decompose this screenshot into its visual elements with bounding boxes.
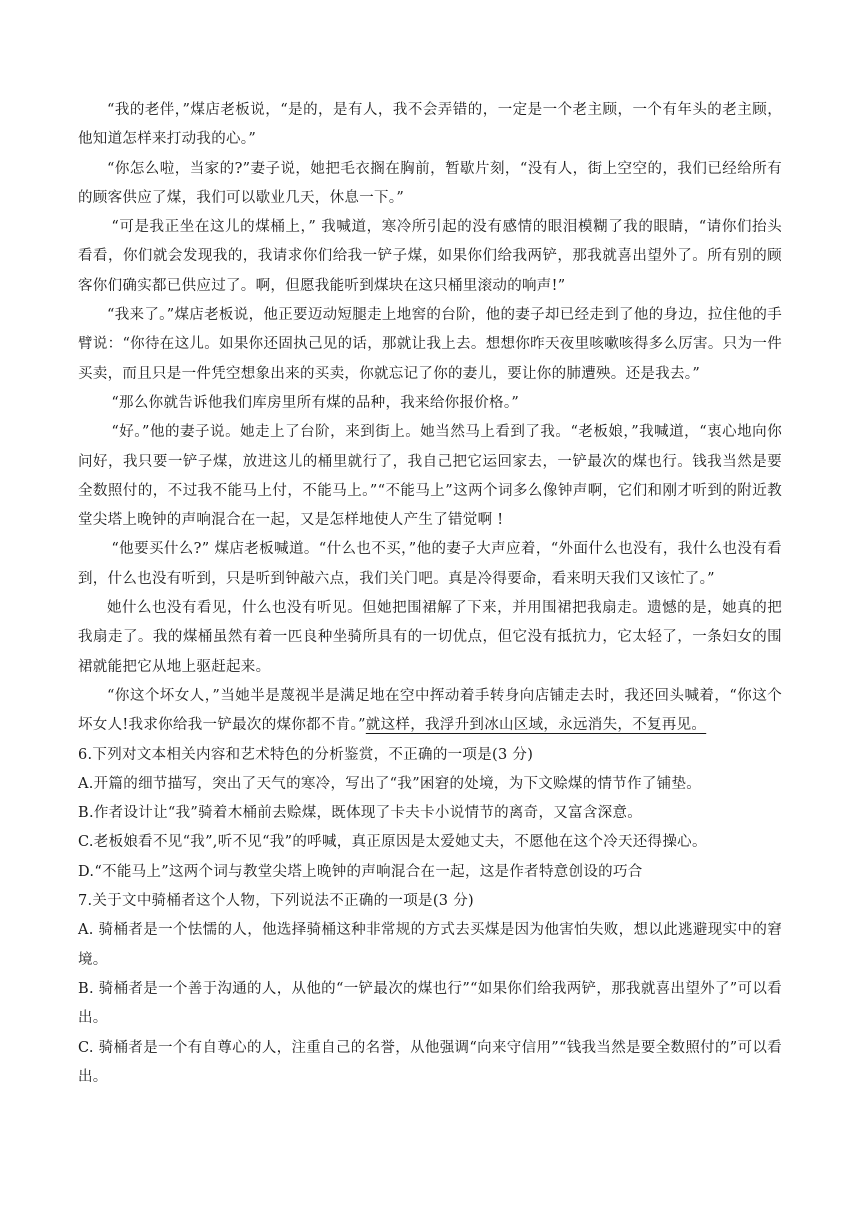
passage-paragraph-1: “我的老伴，”煤店老板说，“是的，是有人，我不会弄错的，一定是一个老主顾，一个有年头的老主顾，他知道怎样来打动我的心。” <box>78 102 782 148</box>
question-6-option-d: D.“不能马上”这两个词与教堂尖塔上晚钟的声响混合在一起，这是作者特意创设的巧合 <box>78 863 643 880</box>
passage-paragraph-9 <box>78 682 782 741</box>
question-6-option-c: C.老板娘看不见“我”,听不见“我”的呼喊，真正原因是太爱她丈夫，不愿他在这个冷天还得操心。 <box>78 834 707 851</box>
question-7-option-c: C. 骑桶者是一个有自尊心的人，注重自己的名誉，从他强调“向来守信用”“钱我当然是要全数照付的”可以看出。 <box>78 1039 782 1085</box>
passage-paragraph-2: “你怎么啦，当家的?”妻子说，她把毛衣搁在胸前，暂歇片刻，“没有人，街上空空的，我们已经给所有的顾客供应了煤，我们可以歇业几天，休息一下。” <box>78 160 782 206</box>
question-7-option-a: A. 骑桶者是一个怯懦的人，他选择骑桶这种非常规的方式去买煤是因为他害怕失败，想以此逃避现实中的窘境。 <box>78 922 782 968</box>
question-6-option-a: A.开篇的细节描写，突出了天气的寒冷，写出了“我”困窘的处境，为下文赊煤的情节作了铺垫。 <box>78 775 702 792</box>
passage-paragraph-6: “好。”他的妻子说。她走上了台阶，来到街上。她当然马上看到了我。“老板娘，”我喊道，“衷心地向你问好，我只要一铲子煤，放进这儿的桶里就行了，我自己把它运回家去，一铲最次的煤也行。钱我当然是要全数照付的，不过我不能马上付，不能马上。”“不能马上”这两个词多么像钟声啊，它们和刚才听到的附近教堂尖塔上晚钟的声响混合在一起，又是怎样地使人产生了错觉啊 ! <box>78 424 782 529</box>
question-6-stem: 6.下列对文本相关内容和艺术特色的分析鉴赏，不正确的一项是(3 分) <box>78 746 534 763</box>
question-6-option-b: B.作者设计让“我”骑着木桶前去赊煤，既体现了卡夫卡小说情节的离奇，又富含深意。 <box>78 805 643 822</box>
passage-paragraph-9-text: “你这个坏女人，”当她半是蔑视半是满足地在空中挥动着手转身向店铺走去时，我还回头喊着，“你这个坏女人!我求你给我一铲最次的煤你都不肯。” <box>78 687 782 734</box>
passage-paragraph-3: “可是我正坐在这儿的煤桶上，” 我喊道，寒冷所引起的没有感情的眼泪模糊了我的眼睛，“请你们抬头看看，你们就会发现我的，我请求你们给我一铲子煤，如果你们给我两铲，那我就喜出望外了。所有别的顾客你们确实都已供应过了。啊，但愿我能听到煤块在这只桶里滚动的响声!” <box>78 219 782 294</box>
passage-paragraph-5: “那么你就告诉他我们库房里所有煤的品种，我来给你报价格。” <box>111 394 520 411</box>
document-page <box>78 96 782 1092</box>
question-7-stem: 7.关于文中骑桶者这个人物，下列说法不正确的一项是(3 分) <box>78 893 474 910</box>
passage-paragraph-7: “他要买什么?” 煤店老板喊道。“什么也不买，”他的妻子大声应着，“外面什么也没有，我什么也没有看到，什么也没有听到，只是听到钟敲六点，我们关门吧。真是冷得要命，看来明天我们又该忙了。” <box>78 541 782 587</box>
passage-paragraph-8: 她什么也没有看见，什么也没有听见。但她把围裙解了下来，并用围裙把我扇走。遗憾的是，她真的把我扇走了。我的煤桶虽然有着一匹良种坐骑所具有的一切优点，但它没有抵抗力，它太轻了，一条妇女的围裙就能把它从地上驱赶起来。 <box>78 600 782 675</box>
question-7-option-b: B. 骑桶者是一个善于沟通的人，从他的“一铲最次的煤也行”“如果你们给我两铲，那我就喜出望外了”可以看出。 <box>78 980 782 1027</box>
underlined-sentence: 就这样，我浮升到冰山区域，永远消失，不复再见。 <box>365 717 707 734</box>
passage-paragraph-4: “我来了。”煤店老板说，他正要迈动短腿走上地窖的台阶，他的妻子却已经走到了他的身边，拉住他的手臂说：“你待在这儿。如果你还固执己见的话，那就让我上去。想想你昨天夜里咳嗽咳得多么厉害。只为一件买卖，而且只是一件凭空想象出来的买卖，你就忘记了你的妻儿，要让你的肺遭殃。还是我去。” <box>78 307 782 382</box>
